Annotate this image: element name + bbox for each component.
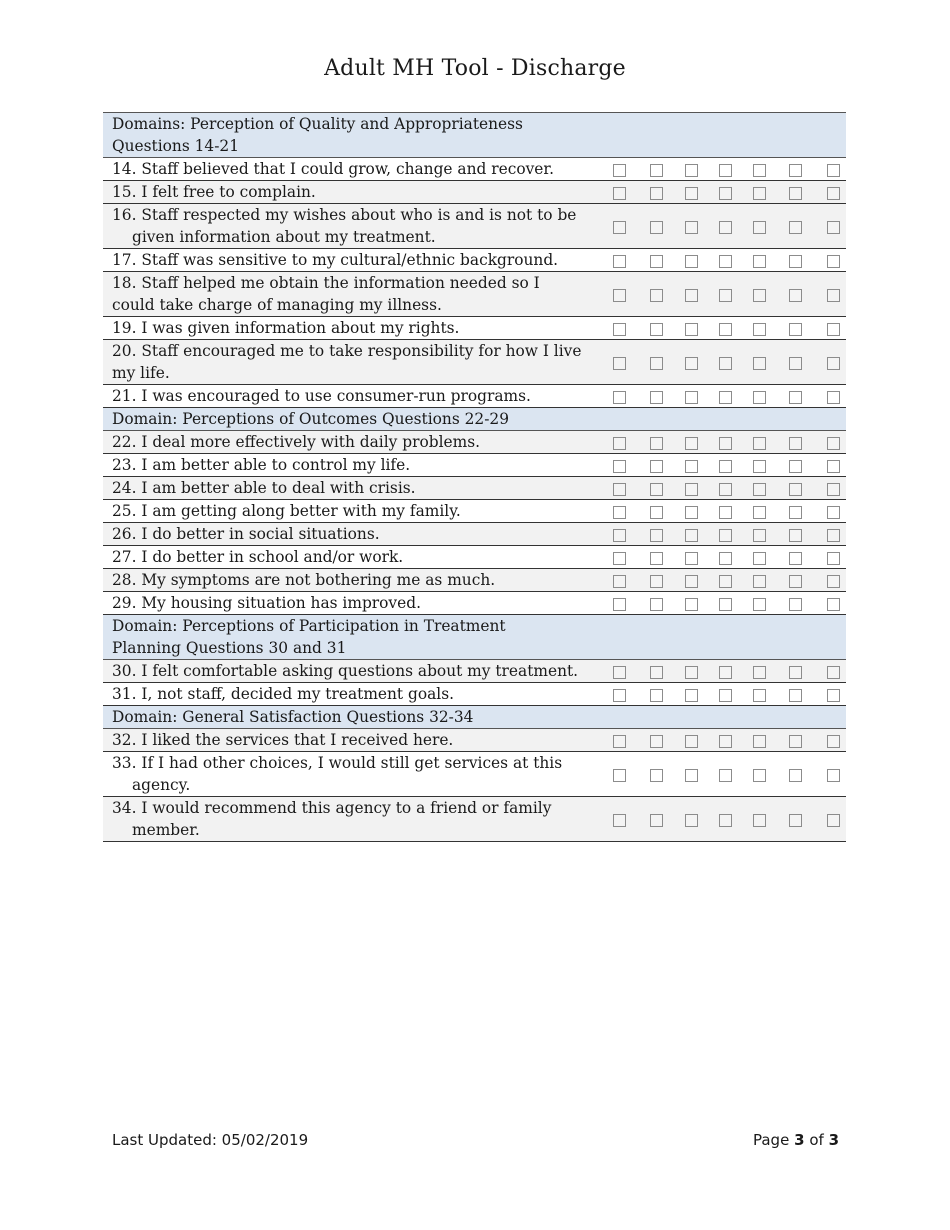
checkbox-q32-5[interactable] — [753, 735, 766, 748]
checkbox-q20-5[interactable] — [753, 357, 766, 370]
checkbox-q29-5[interactable] — [753, 598, 766, 611]
checkbox-q16-1[interactable] — [613, 221, 626, 234]
domain-label: Domains: Perception of Quality and Appropriateness Questions 14-21 — [103, 113, 846, 158]
question-text: 29. My housing situation has improved. — [103, 592, 596, 615]
checkbox-q26-2[interactable] — [650, 529, 663, 542]
checkbox-q27-4[interactable] — [719, 552, 732, 565]
domain-label: Domain: Perceptions of Participation in Treatment Planning Questions 30 and 31 — [103, 615, 846, 660]
checkbox-q31-3[interactable] — [685, 689, 698, 702]
checkbox-q22-2[interactable] — [650, 437, 663, 450]
checkbox-q25-5[interactable] — [753, 506, 766, 519]
checkbox-q22-3[interactable] — [685, 437, 698, 450]
checkbox-q31-4[interactable] — [719, 689, 732, 702]
checkbox-q34-6[interactable] — [789, 814, 802, 827]
checkbox-q29-6[interactable] — [789, 598, 802, 611]
checkbox-q23-7[interactable] — [827, 460, 840, 473]
question-text: 15. I felt free to complain. — [103, 181, 596, 204]
domain-row-quality — [103, 113, 846, 158]
checkbox-q28-7[interactable] — [827, 575, 840, 588]
checkbox-q33-4[interactable] — [719, 769, 732, 782]
checkbox-q14-1[interactable] — [613, 164, 626, 177]
checkbox-q23-1[interactable] — [613, 460, 626, 473]
checkbox-q32-4[interactable] — [719, 735, 732, 748]
checkbox-q25-3[interactable] — [685, 506, 698, 519]
checkbox-q29-7[interactable] — [827, 598, 840, 611]
checkbox-q30-5[interactable] — [753, 666, 766, 679]
checkbox-q18-3[interactable] — [685, 289, 698, 302]
question-row-18 — [103, 272, 846, 317]
checkbox-q30-1[interactable] — [613, 666, 626, 679]
checkbox-q18-4[interactable] — [719, 289, 732, 302]
question-text: 28. My symptoms are not bothering me as much. — [103, 569, 596, 592]
checkbox-q20-4[interactable] — [719, 357, 732, 370]
last-updated-date: Last Updated: 05/02/2019 — [112, 1131, 309, 1149]
question-text: 24. I am better able to deal with crisis. — [103, 477, 596, 500]
page-number: Page 3 of 3 — [752, 1131, 839, 1149]
checkbox-q17-7[interactable] — [827, 255, 840, 268]
question-row-27 — [103, 546, 846, 569]
checkbox-q32-7[interactable] — [827, 735, 840, 748]
checkbox-q16-7[interactable] — [827, 221, 840, 234]
checkbox-q16-3[interactable] — [685, 221, 698, 234]
checkbox-q21-5[interactable] — [753, 391, 766, 404]
question-text: 25. I am getting along better with my family. — [103, 500, 596, 523]
question-text: 32. I liked the services that I received here. — [103, 729, 596, 752]
checkbox-q22-5[interactable] — [753, 437, 766, 450]
checkbox-q33-1[interactable] — [613, 769, 626, 782]
question-text: 17. Staff was sensitive to my cultural/ethnic background. — [103, 249, 596, 272]
checkbox-q32-1[interactable] — [613, 735, 626, 748]
checkbox-q14-2[interactable] — [650, 164, 663, 177]
question-row-20 — [103, 340, 846, 385]
checkbox-q24-2[interactable] — [650, 483, 663, 496]
checkbox-q20-6[interactable] — [789, 357, 802, 370]
checkbox-q28-4[interactable] — [719, 575, 732, 588]
checkbox-q23-5[interactable] — [753, 460, 766, 473]
question-row-29 — [103, 592, 846, 615]
checkbox-q26-1[interactable] — [613, 529, 626, 542]
checkbox-q30-6[interactable] — [789, 666, 802, 679]
checkbox-q24-7[interactable] — [827, 483, 840, 496]
checkbox-q17-5[interactable] — [753, 255, 766, 268]
survey-table — [103, 112, 846, 842]
question-row-32 — [103, 729, 846, 752]
checkbox-q19-5[interactable] — [753, 323, 766, 336]
checkbox-q17-4[interactable] — [719, 255, 732, 268]
question-text: 22. I deal more effectively with daily problems. — [103, 431, 596, 454]
question-text: 16. Staff respected my wishes about who is and is not to be given information about my treatment. — [103, 204, 596, 249]
checkbox-q26-3[interactable] — [685, 529, 698, 542]
checkbox-q27-7[interactable] — [827, 552, 840, 565]
checkbox-q29-3[interactable] — [685, 598, 698, 611]
checkbox-q28-2[interactable] — [650, 575, 663, 588]
question-row-16 — [103, 204, 846, 249]
checkbox-q21-3[interactable] — [685, 391, 698, 404]
checkbox-q26-7[interactable] — [827, 529, 840, 542]
checkbox-q15-7[interactable] — [827, 187, 840, 200]
checkbox-q22-4[interactable] — [719, 437, 732, 450]
question-row-24 — [103, 477, 846, 500]
checkbox-q14-5[interactable] — [753, 164, 766, 177]
question-text: 14. Staff believed that I could grow, change and recover. — [103, 158, 596, 181]
question-text: 19. I was given information about my rights. — [103, 317, 596, 340]
checkbox-q34-2[interactable] — [650, 814, 663, 827]
checkbox-q18-1[interactable] — [613, 289, 626, 302]
checkbox-q15-3[interactable] — [685, 187, 698, 200]
checkbox-q18-6[interactable] — [789, 289, 802, 302]
question-row-15 — [103, 181, 846, 204]
question-text: 33. If I had other choices, I would still get services at this agency. — [103, 752, 596, 797]
checkbox-q32-2[interactable] — [650, 735, 663, 748]
question-row-14 — [103, 158, 846, 181]
checkbox-q22-6[interactable] — [789, 437, 802, 450]
checkbox-q19-6[interactable] — [789, 323, 802, 336]
domain-row-satisfaction — [103, 706, 846, 729]
question-row-31 — [103, 683, 846, 706]
checkbox-q27-1[interactable] — [613, 552, 626, 565]
checkbox-q14-3[interactable] — [685, 164, 698, 177]
checkbox-q26-5[interactable] — [753, 529, 766, 542]
checkbox-q21-1[interactable] — [613, 391, 626, 404]
question-row-21 — [103, 385, 846, 408]
question-row-23 — [103, 454, 846, 477]
checkbox-q31-6[interactable] — [789, 689, 802, 702]
checkbox-q33-3[interactable] — [685, 769, 698, 782]
checkbox-q16-6[interactable] — [789, 221, 802, 234]
checkbox-q30-2[interactable] — [650, 666, 663, 679]
checkbox-q28-5[interactable] — [753, 575, 766, 588]
question-row-26 — [103, 523, 846, 546]
checkbox-q22-1[interactable] — [613, 437, 626, 450]
checkbox-q15-1[interactable] — [613, 187, 626, 200]
checkbox-q21-7[interactable] — [827, 391, 840, 404]
checkbox-q29-4[interactable] — [719, 598, 732, 611]
question-text: 18. Staff helped me obtain the information needed so I could take charge of managing my illness. — [103, 272, 596, 317]
checkbox-q20-7[interactable] — [827, 357, 840, 370]
checkbox-q31-7[interactable] — [827, 689, 840, 702]
checkbox-q21-6[interactable] — [789, 391, 802, 404]
checkbox-q34-4[interactable] — [719, 814, 732, 827]
question-text: 34. I would recommend this agency to a friend or family member. — [103, 797, 596, 842]
question-row-28 — [103, 569, 846, 592]
checkbox-q19-2[interactable] — [650, 323, 663, 336]
checkbox-q25-1[interactable] — [613, 506, 626, 519]
checkbox-q15-6[interactable] — [789, 187, 802, 200]
checkbox-q26-4[interactable] — [719, 529, 732, 542]
checkbox-q20-2[interactable] — [650, 357, 663, 370]
checkbox-q30-3[interactable] — [685, 666, 698, 679]
checkbox-q27-3[interactable] — [685, 552, 698, 565]
checkbox-q27-6[interactable] — [789, 552, 802, 565]
checkbox-q17-1[interactable] — [613, 255, 626, 268]
checkbox-q14-4[interactable] — [719, 164, 732, 177]
question-text: 31. I, not staff, decided my treatment goals. — [103, 683, 596, 706]
checkbox-q31-2[interactable] — [650, 689, 663, 702]
checkbox-q33-7[interactable] — [827, 769, 840, 782]
checkbox-q14-7[interactable] — [827, 164, 840, 177]
checkbox-q28-1[interactable] — [613, 575, 626, 588]
checkbox-q25-4[interactable] — [719, 506, 732, 519]
checkbox-q21-4[interactable] — [719, 391, 732, 404]
checkbox-q28-6[interactable] — [789, 575, 802, 588]
checkbox-q14-6[interactable] — [789, 164, 802, 177]
checkbox-q34-1[interactable] — [613, 814, 626, 827]
checkbox-q33-2[interactable] — [650, 769, 663, 782]
checkbox-q18-7[interactable] — [827, 289, 840, 302]
question-text: 20. Staff encouraged me to take responsibility for how I live my life. — [103, 340, 596, 385]
checkbox-q21-2[interactable] — [650, 391, 663, 404]
question-row-19 — [103, 317, 846, 340]
question-text: 27. I do better in school and/or work. — [103, 546, 596, 569]
question-row-22 — [103, 431, 846, 454]
checkbox-q23-2[interactable] — [650, 460, 663, 473]
domain-label: Domain: General Satisfaction Questions 32-34 — [103, 706, 846, 729]
checkbox-q27-2[interactable] — [650, 552, 663, 565]
checkbox-q25-6[interactable] — [789, 506, 802, 519]
checkbox-q19-1[interactable] — [613, 323, 626, 336]
checkbox-q15-4[interactable] — [719, 187, 732, 200]
question-row-34 — [103, 797, 846, 842]
checkbox-q20-3[interactable] — [685, 357, 698, 370]
checkbox-q15-5[interactable] — [753, 187, 766, 200]
question-row-30 — [103, 660, 846, 683]
checkbox-q16-4[interactable] — [719, 221, 732, 234]
question-text: 23. I am better able to control my life. — [103, 454, 596, 477]
checkbox-q32-3[interactable] — [685, 735, 698, 748]
checkbox-q24-5[interactable] — [753, 483, 766, 496]
domain-row-outcomes — [103, 408, 846, 431]
checkbox-q16-2[interactable] — [650, 221, 663, 234]
checkbox-q23-6[interactable] — [789, 460, 802, 473]
checkbox-q25-7[interactable] — [827, 506, 840, 519]
checkbox-q30-7[interactable] — [827, 666, 840, 679]
checkbox-q24-6[interactable] — [789, 483, 802, 496]
checkbox-q19-3[interactable] — [685, 323, 698, 336]
checkbox-q17-6[interactable] — [789, 255, 802, 268]
checkbox-q30-4[interactable] — [719, 666, 732, 679]
question-text: 30. I felt comfortable asking questions about my treatment. — [103, 660, 596, 683]
checkbox-q34-7[interactable] — [827, 814, 840, 827]
checkbox-q24-4[interactable] — [719, 483, 732, 496]
question-row-25 — [103, 500, 846, 523]
checkbox-q29-1[interactable] — [613, 598, 626, 611]
checkbox-q32-6[interactable] — [789, 735, 802, 748]
checkbox-q23-4[interactable] — [719, 460, 732, 473]
checkbox-q19-4[interactable] — [719, 323, 732, 336]
checkbox-q17-2[interactable] — [650, 255, 663, 268]
checkbox-q20-1[interactable] — [613, 357, 626, 370]
checkbox-q31-1[interactable] — [613, 689, 626, 702]
question-row-33 — [103, 752, 846, 797]
checkbox-q17-3[interactable] — [685, 255, 698, 268]
checkbox-q22-7[interactable] — [827, 437, 840, 450]
checkbox-q29-2[interactable] — [650, 598, 663, 611]
checkbox-q33-5[interactable] — [753, 769, 766, 782]
question-text: 21. I was encouraged to use consumer-run programs. — [103, 385, 596, 408]
question-row-17 — [103, 249, 846, 272]
checkbox-q34-5[interactable] — [753, 814, 766, 827]
checkbox-q31-5[interactable] — [753, 689, 766, 702]
question-text: 26. I do better in social situations. — [103, 523, 596, 546]
checkbox-q26-6[interactable] — [789, 529, 802, 542]
checkbox-q23-3[interactable] — [685, 460, 698, 473]
domain-label: Domain: Perceptions of Outcomes Questions 22-29 — [103, 408, 846, 431]
checkbox-q24-3[interactable] — [685, 483, 698, 496]
checkbox-q33-6[interactable] — [789, 769, 802, 782]
checkbox-q24-1[interactable] — [613, 483, 626, 496]
checkbox-q18-2[interactable] — [650, 289, 663, 302]
checkbox-q18-5[interactable] — [753, 289, 766, 302]
checkbox-q25-2[interactable] — [650, 506, 663, 519]
checkbox-q19-7[interactable] — [827, 323, 840, 336]
document-title: Adult MH Tool - Discharge — [324, 56, 626, 81]
checkbox-q28-3[interactable] — [685, 575, 698, 588]
domain-row-participation — [103, 615, 846, 660]
checkbox-q16-5[interactable] — [753, 221, 766, 234]
checkbox-q34-3[interactable] — [685, 814, 698, 827]
checkbox-q15-2[interactable] — [650, 187, 663, 200]
checkbox-q27-5[interactable] — [753, 552, 766, 565]
